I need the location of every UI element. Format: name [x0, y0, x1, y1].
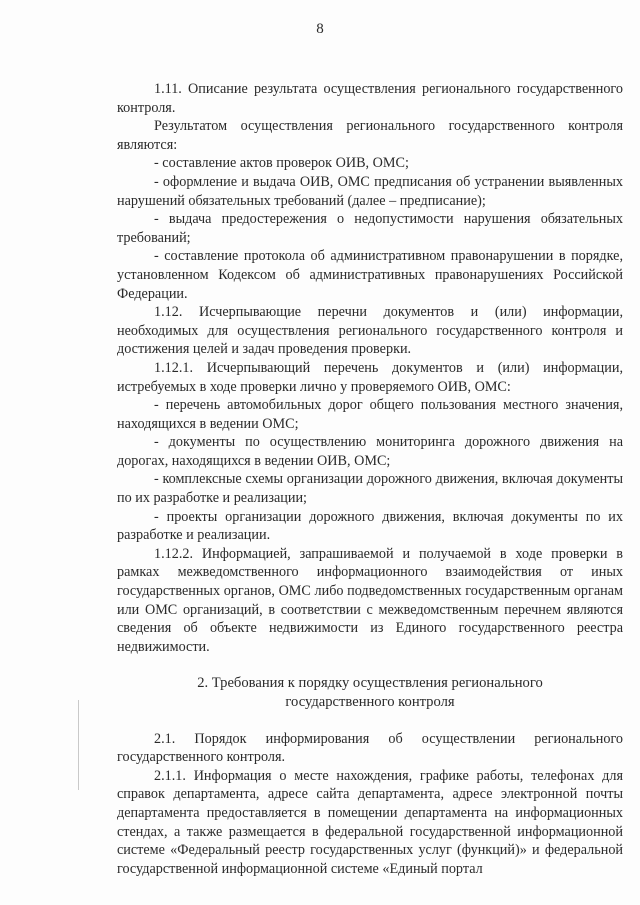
paragraph-1-12: 1.12. Исчерпывающие перечни документов и (или) информации, необходимых для осуществления регионального государственного контроля и достижения целей и задач проведения проверки. [117, 304, 623, 358]
paragraph-1-12-1: 1.12.1. Исчерпывающий перечень документов и (или) информации, истребуемых в ходе проверки лично у проверяемого ОИВ, ОМС: [117, 359, 623, 395]
margin-scan-line [78, 700, 79, 790]
section-heading-line-2: государственного контроля [285, 694, 455, 710]
list-item-protocol: - составление протокола об административном правонарушении в порядке, установленном Кодексом об административных правонарушениях Российской Федерации. [117, 248, 623, 302]
section-heading-line-1: 2. Требования к порядку осуществления регионального [197, 675, 543, 692]
page-number: 8 [316, 21, 324, 37]
list-item-prescription: - оформление и выдача ОИВ, ОМС предписания об устранении выявленных нарушений обязательных требований (далее – предписание); [117, 173, 623, 209]
list-item-monitoring: - документы по осуществлению мониторинга дорожного движения на дорогах, находящихся в ведении ОИВ, ОМС; [117, 434, 623, 469]
document-body [117, 80, 623, 878]
paragraph-results-intro: Результатом осуществления регионального государственного контроля являются: [117, 118, 623, 153]
paragraph-1-12-2: 1.12.2. Информацией, запрашиваемой и получаемой в ходе проверки в рамках межведомственного информационного взаимодействия от иных государственных органов, ОМС либо подведомственных государственным органам или ОМС организаций, в соответствии с межведомственным перечнем являются сведения об объекте недвижимости из Единого государственного реестра недвижимости. [117, 545, 623, 655]
list-item-acts: - составление актов проверок ОИВ, ОМС; [154, 155, 409, 172]
section-heading [117, 674, 623, 711]
list-item-warning: - выдача предостережения о недопустимости нарушения обязательных требований; [117, 211, 623, 246]
paragraph-1-11: 1.11. Описание результата осуществления регионального государственного контроля. [117, 81, 623, 116]
list-item-projects: - проекты организации дорожного движения, включая документы по их разработке и реализации. [117, 508, 623, 544]
paragraph-2-1: 2.1. Порядок информирования об осуществлении регионального государственного контроля. [117, 730, 623, 766]
paragraph-2-1-1: 2.1.1. Информация о месте нахождения, графике работы, телефонах для справок департамента, адресе сайта департамента, адресе электронной почты департамента предоставляется в помещении департамента на информационных стендах, а также размещается в федеральной государственной информационной системе «Федеральный реестр государственных услуг (функций)» и федеральной государственной информационной системе «Единый портал [117, 767, 623, 877]
list-item-roads: - перечень автомобильных дорог общего пользования местного значения, находящихся в ведении ОМС; [117, 397, 623, 432]
list-item-schemes: - комплексные схемы организации дорожного движения, включая документы по их разработке и реализации; [117, 471, 623, 507]
